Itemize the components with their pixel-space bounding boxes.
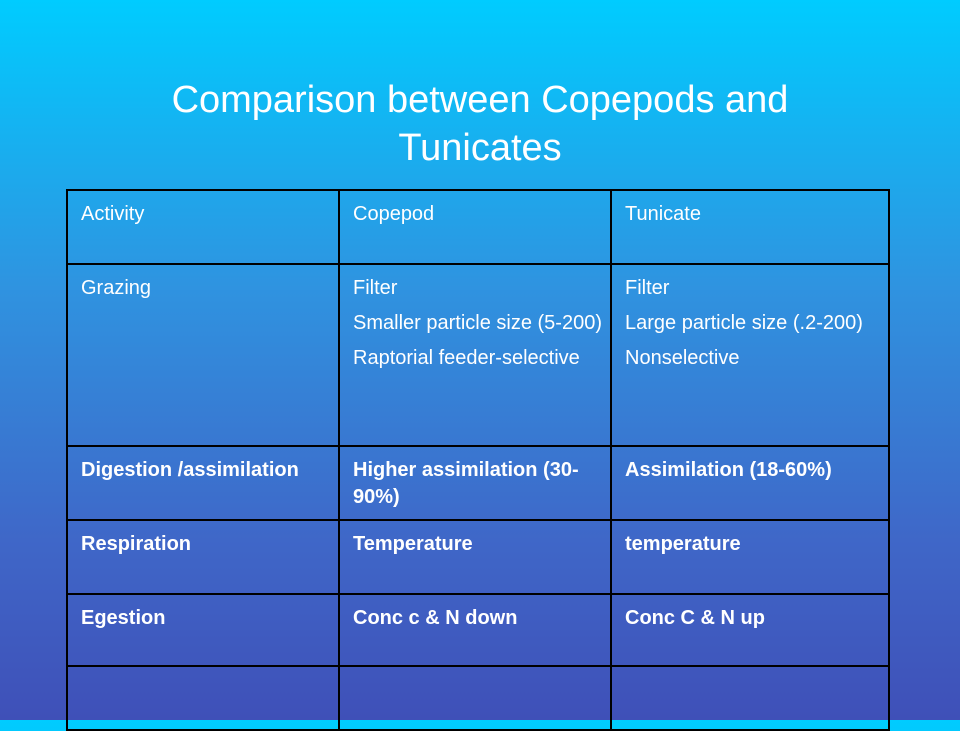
cell-activity-respiration — [67, 520, 339, 594]
header-tunicate-text: Tunicate — [625, 203, 701, 225]
cell-text: Filter — [353, 277, 398, 299]
cell-text: Assimilation (18-60%) — [625, 459, 832, 481]
cell-copepod-egestion — [339, 594, 611, 666]
cell-tunicate-empty — [611, 666, 889, 730]
cell-activity-empty — [67, 666, 339, 730]
cell-text: Higher assimilation (30-90%) — [353, 459, 579, 508]
cell-text: Conc c & N down — [353, 607, 518, 629]
table-row-egestion — [67, 594, 889, 666]
cell-text: Nonselective — [625, 347, 740, 369]
cell-copepod-grazing — [339, 264, 611, 446]
header-cell-copepod — [339, 190, 611, 264]
cell-text: temperature — [625, 533, 741, 555]
table-header-row — [67, 190, 889, 264]
header-cell-activity — [67, 190, 339, 264]
cell-text: Grazing — [81, 277, 152, 299]
cell-text: Egestion — [81, 607, 166, 629]
cell-copepod-empty — [339, 666, 611, 730]
cell-activity-digestion — [67, 446, 339, 520]
cell-text: Filter — [625, 277, 670, 299]
cell-tunicate-grazing — [611, 264, 889, 446]
cell-copepod-digestion — [339, 446, 611, 520]
cell-tunicate-respiration — [611, 520, 889, 594]
table-row-respiration — [67, 520, 889, 594]
slide-title-line-1: Comparison between Copepods and — [171, 79, 789, 121]
cell-text: Conc C & N up — [625, 607, 765, 629]
cell-tunicate-egestion — [611, 594, 889, 666]
slide-title — [80, 76, 880, 172]
cell-activity-grazing — [67, 264, 339, 446]
table-row-digestion — [67, 446, 889, 520]
header-activity-text: Activity — [81, 203, 145, 225]
header-copepod-text: Copepod — [353, 203, 435, 225]
cell-tunicate-digestion — [611, 446, 889, 520]
slide-title-line-2: Tunicates — [398, 127, 562, 169]
cell-text: Large particle size (.2-200) — [625, 312, 863, 334]
cell-copepod-respiration — [339, 520, 611, 594]
cell-text: Digestion /assimilation — [81, 459, 299, 481]
header-cell-tunicate — [611, 190, 889, 264]
cell-text: Temperature — [353, 533, 473, 555]
cell-activity-egestion — [67, 594, 339, 666]
table-row-grazing — [67, 264, 889, 446]
cell-text: Raptorial feeder-selective — [353, 347, 580, 369]
table-row-empty — [67, 666, 889, 730]
cell-text: Smaller particle size (5-200) — [353, 312, 602, 334]
cell-text: Respiration — [81, 533, 192, 555]
comparison-table — [66, 189, 890, 731]
